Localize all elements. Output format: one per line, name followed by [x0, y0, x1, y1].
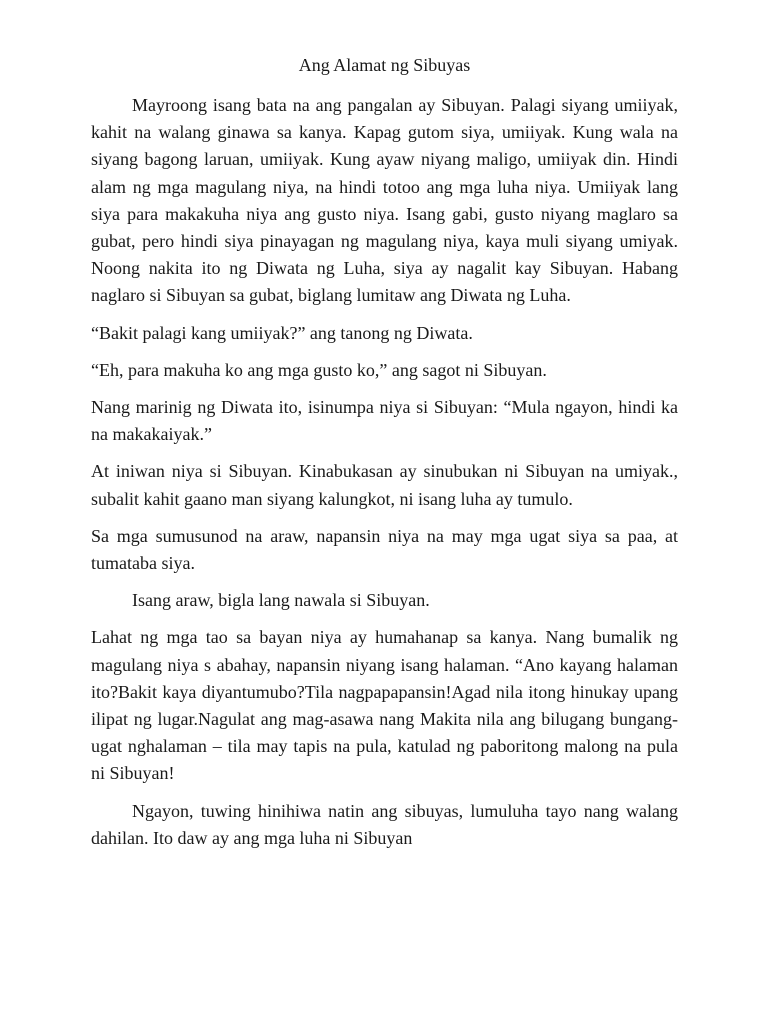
- paragraph-roots: Sa mga sumusunod na araw, napansin niya na may mga ugat siya sa paa, at tumataba siya.: [91, 525, 678, 574]
- paragraph-dialogue-question: “Bakit palagi kang umiiyak?” ang tanong ng Diwata.: [91, 322, 473, 343]
- paragraph-disappear: Isang araw, bigla lang nawala si Sibuyan.: [132, 590, 430, 611]
- document-page: [91, 52, 678, 862]
- paragraph-search: Lahat ng mga tao sa bayan niya ay humahanap sa kanya. Nang bumalik ng magulang niya s abahay, napansin niyang isang halaman. “Ano kayang halaman ito?Bakit kaya diyantumubo?Tila nagpapapansin!Agad nila itong hinukay upang ilipat ng lugar.Nagulat ang mag-asawa nang Makita nila ang bilugang bungang-ugat nghalaman – tila may tapis na pula, katulad ng paboritong malong na pula ni Sibuyan!: [91, 627, 678, 784]
- paragraph-next-day: At iniwan niya si Sibuyan. Kinabukasan ay sinubukan ni Sibuyan na umiyak., subalit kahit gaano man siyang kalungkot, ni isang luha ay tumulo.: [91, 461, 678, 509]
- paragraph-curse: Nang marinig ng Diwata ito, isinumpa niya si Sibuyan: “Mula ngayon, hindi ka na makakaiyak.”: [91, 397, 678, 445]
- paragraph-ending: Ngayon, tuwing hinihiwa natin ang sibuyas, lumuluha tayo nang walang dahilan. Ito daw ay ang mga luha ni Sibuyan: [91, 800, 678, 848]
- paragraph-intro: Mayroong isang bata na ang pangalan ay Sibuyan. Palagi siyang umiiyak, kahit na walang ginawa sa kanya. Kapag gutom siya, umiiyak. Kung wala na siyang bagong laruan, umiiyak. Kung ayaw niyang maligo, umiiyak din. Hindi alam ng mga magulang niya, na hindi totoo ang mga luha niya. Umiiyak lang siya para makakuha niya ang gusto niya. Isang gabi, gusto niyang maglaro sa gubat, pero hindi siya pinayagan ng magulang niya, kaya muli siyang umiyak. Noong nakita ito ng Diwata ng Luha, siya ay nagalit kay Sibuyan. Habang naglaro si Sibuyan sa gubat, biglang lumitaw ang Diwata ng Luha.: [91, 95, 678, 306]
- paragraph-dialogue-answer: “Eh, para makuha ko ang mga gusto ko,” ang sagot ni Sibuyan.: [91, 359, 547, 380]
- document-title: Ang Alamat ng Sibuyas: [298, 55, 471, 75]
